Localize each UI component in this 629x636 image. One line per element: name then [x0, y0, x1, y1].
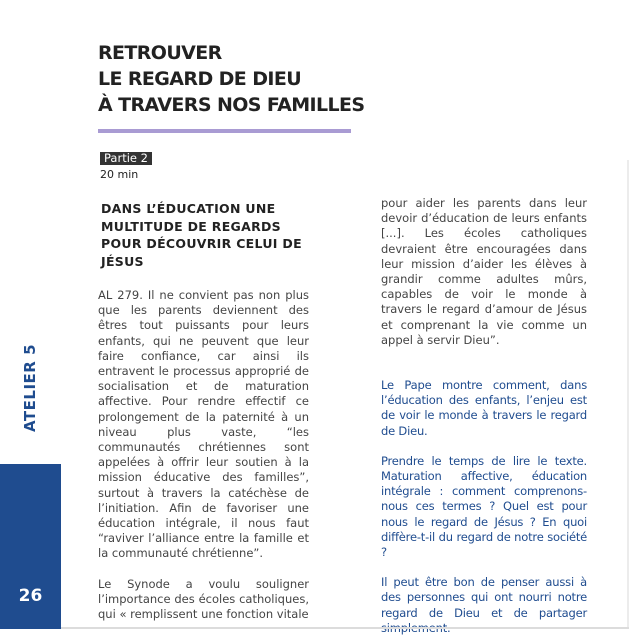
paragraph-spacer — [381, 439, 587, 454]
facilitator-note: Il peut être bon de penser aussi à des personnes qui ont nourri notre regard de Dieu et de partager — [381, 575, 587, 620]
facilitator-note: Le Pape montre comment, dans l’éducation des enfants, l’enjeu est de voir le monde à travers le regard de Dieu. — [381, 378, 587, 438]
body-paragraph: pour aider les parents dans leur devoir d’éducation de leurs enfants [...]. Les écoles catholiques devraient être encouragées dans leur mission d’aider les élèves à grandir comme adultes mûrs, capables de voir le monde à travers le regard d’amour de Jésus et comprenant la vie comme un appel à servir Dieu”. — [381, 196, 587, 347]
right-text-column — [381, 196, 587, 636]
atelier-label: ATELIER 5 — [21, 343, 39, 433]
duration-label: 20 min — [100, 168, 139, 181]
page-number: 26 — [18, 586, 43, 606]
part-badge: Partie 2 — [100, 152, 152, 165]
title-line-1: RETROUVER — [98, 42, 222, 64]
section-heading: DANS L’ÉDUCATION UNE MULTITUDE DE REGARDS POUR DÉCOUVRIR CELUI DE JÉSUS — [101, 201, 302, 269]
title-line-2: LE REGARD DE DIEU — [98, 68, 302, 90]
paragraph-spacer — [98, 562, 309, 577]
body-paragraph: AL 279. Il ne convient pas non plus que les parents deviennent des êtres tout puissants pour leurs enfants, qui ne peuvent que leur faire confiance, car ainsi ils entravent le processus approprié de socialisation et de maturation affective. Pour rendre effectif ce prolongement de la paternité à un niveau plus vaste, “les communautés chrétiennes sont appelées à offrir leur soutien à la mission éducative des familles”, surtout à travers la catéchèse de l’initiation. Afin de favoriser une éducation intégrale, il nous faut “raviver l’alliance entre la famille et la communauté chrétienne”. — [98, 288, 309, 561]
paragraph-spacer — [381, 348, 587, 378]
body-paragraph: Le Synode a voulu souligner l’importance des écoles catholiques, qui « remplissent une fonction vitale — [98, 576, 309, 622]
facilitator-note: Prendre le temps de lire le texte. Maturation affective, éducation intégrale : comment comprenons-nous ces termes ? Quel est pour nous le regard de Jésus ? En quoi diffère-t-il du regard de notre société ? — [381, 453, 587, 560]
paragraph-spacer — [381, 560, 587, 575]
left-text-column — [98, 288, 309, 622]
title-line-3: À TRAVERS NOS FAMILLES — [98, 94, 365, 116]
title-underline — [98, 129, 351, 133]
page-title — [98, 40, 364, 118]
